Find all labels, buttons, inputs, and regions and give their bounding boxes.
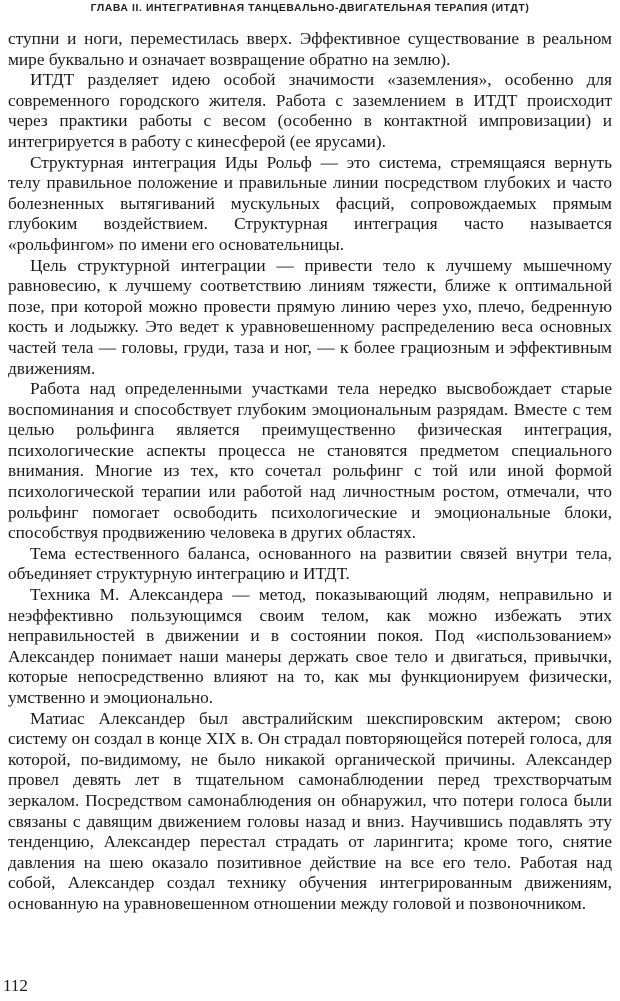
paragraph-alexander-technique: Техника М. Александера — метод, показывающий людям, неправильно и неэффективно пользующимся своим телом, как можно избежать этих неправильностей в движении и в состоянии покоя. Под «использованием» Александер понимает наши манеры держать свое тело и двигаться, привычки, которые непосредственно влияют на то, как мы функционируем физически, умственно и эмоционально. [8, 585, 612, 707]
paragraph-alexander-biography: Матиас Александер был австралийским шекспировским актером; свою систему он создал в конце XIX в. Он страдал повторяющейся потерей голоса, для которой, по-видимому, не было никакой органической причины. Александер провел девять лет в тщательном самонаблюдении перед трехстворчатым зеркалом. Посредством самонаблюдения он обнаружил, что потери голоса были связаны с давящим движением головы назад и вниз. Научившись подавлять эту тенденцию, Александер перестал страдать от ларингита; кроме того, снятие давления на шею оказало позитивное действие на все его тело. Работая над собой, Александер создал технику обучения интегрированным движениям, основанную на уравновешенном отношении между головой и позвоночником. [8, 708, 612, 913]
paragraph-continuation: ступни и ноги, переместилась вверх. Эффективное существование в реальном мире буквально и означает возвращение обратно на землю). [8, 29, 612, 69]
paragraph-rolf-goal: Цель структурной интеграции — привести тело к лучшему мышечному равновесию, к лучшему соответствию линиям тяжести, ближе к оптимальной позе, при которой можно провести прямую линию через ухо, плечо, бедренную кость и лодыжку. Это ведет к уравновешенному распределению веса основных частей тела — головы, груди, таза и ног, — к более грациозным и эффективным движениям. [8, 255, 612, 378]
body-text [8, 29, 612, 915]
paragraph-rolf-emotions: Работа над определенными участками тела нередко высвобождает старые воспоминания и способствует глубоким эмоциональным разрядам. Вместе с тем целью рольфинга является преимущественно физическая интеграция, психологические аспекты процесса не становятся предметом специального внимания. Многие из тех, кто сочетал рольфинг с той или иной формой психологической терапии или работой над личностным ростом, отмечали, что рольфинг помогает освободить психологические и эмоциональные блоки, способствуя продвижению человека в других областях. [8, 379, 612, 543]
running-head: ГЛАВА II. ИНТЕГРАТИВНАЯ ТАНЦЕВАЛЬНО-ДВИГАТЕЛЬНАЯ ТЕРАПИЯ (ИТДТ) [90, 3, 530, 14]
paragraph-grounding: ИТДТ разделяет идею особой значимости «заземления», особенно для современного городского жителя. Работа с заземлением в ИТДТ происходит через практики работы с весом (особенно в контактной импровизации) и интегрируется в работу с кинесферой (ее ярусами). [8, 70, 612, 151]
paragraph-balance: Тема естественного баланса, основанного на развитии связей внутри тела, объединяет структурную интеграцию и ИТДТ. [8, 543, 612, 584]
page-number: 112 [3, 976, 28, 995]
paragraph-rolf-intro: Структурная интеграция Иды Рольф — это система, стремящаяся вернуть телу правильное положение и правильные линии посредством глубоких и часто болезненных вытягиваний мускульных фасций, сопровождаемых прямым глубоким воздействием. Структурная интеграция часто называется «рольфингом» по имени его основательницы. [8, 152, 612, 254]
